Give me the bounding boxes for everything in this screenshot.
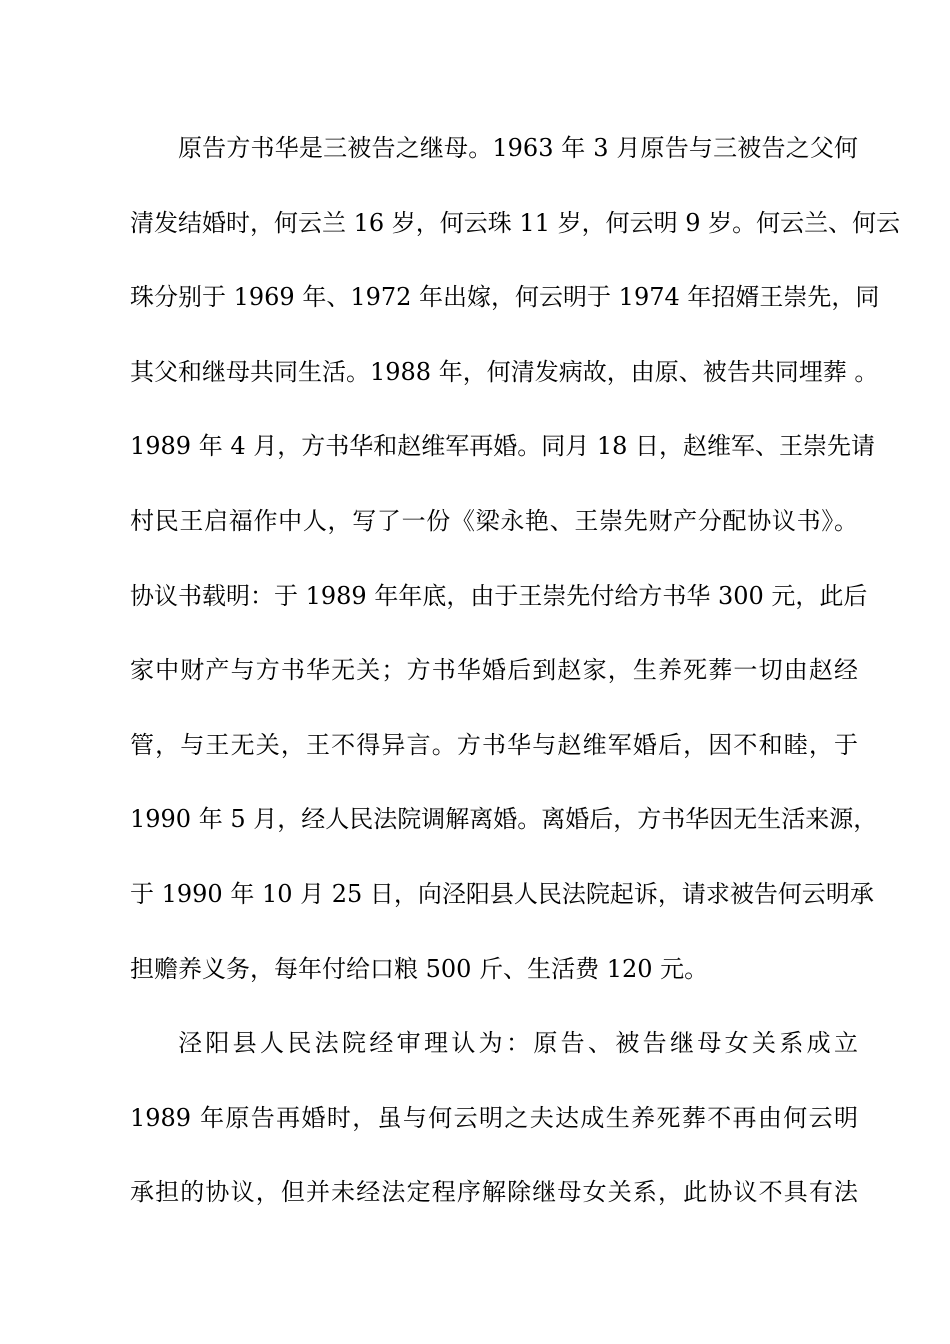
text-line: 1989 年原告再婚时，虽与何云明之夫达成生养死葬不再由何云明 [130,1103,858,1132]
text-line: 其父和继母共同生活。1988 年，何清发病故，由原、被告共同埋葬 。 [130,357,879,386]
text-line: 家中财产与方书华无关；方书华婚后到赵家，生养死葬一切由赵经 [130,656,858,685]
text-line: 清发结婚时，何云兰 16 岁，何云珠 11 岁，何云明 9 岁。何云兰、何云 [130,208,901,237]
text-line: 珠分别于 1969 年、1972 年出嫁，何云明于 1974 年招婿王崇先，同 [130,283,880,312]
text-line: 于 1990 年 10 月 25 日，向泾阳县人民法院起诉，请求被告何云明承 [130,879,874,908]
text-line: 1990 年 5 月，经人民法院调解离婚。离婚后，方书华因无生活来源， [130,805,878,834]
document-body [130,122,901,1241]
paragraph-2 [130,1017,858,1241]
text-line: 村民王启福作中人，写了一份《梁永艳、王崇先财产分配协议书》。 [130,506,858,535]
text-line: 管，与王无关，王不得异言。方书华与赵维军婚后，因不和睦，于 [130,730,858,759]
text-line: 承担的协议，但并未经法定程序解除继母女关系，此协议不具有法 [130,1178,858,1207]
text-line: 协议书载明：于 1989 年年底，由于王崇先付给方书华 300 元，此后 [130,581,868,610]
text-line: 泾阳县人民法院经审理认为：原告、被告继母女关系成立 [178,1029,858,1058]
text-line: 原告方书华是三被告之继母。1963 年 3 月原告与三被告之父何 [178,134,858,162]
text-line: 1989 年 4 月，方书华和赵维军再婚。同月 18 日，赵维军、王崇先请 [130,432,876,461]
text-line: 担赡养义务，每年付给口粮 500 斤、生活费 120 元。 [130,954,709,983]
paragraph-1 [130,122,901,1017]
